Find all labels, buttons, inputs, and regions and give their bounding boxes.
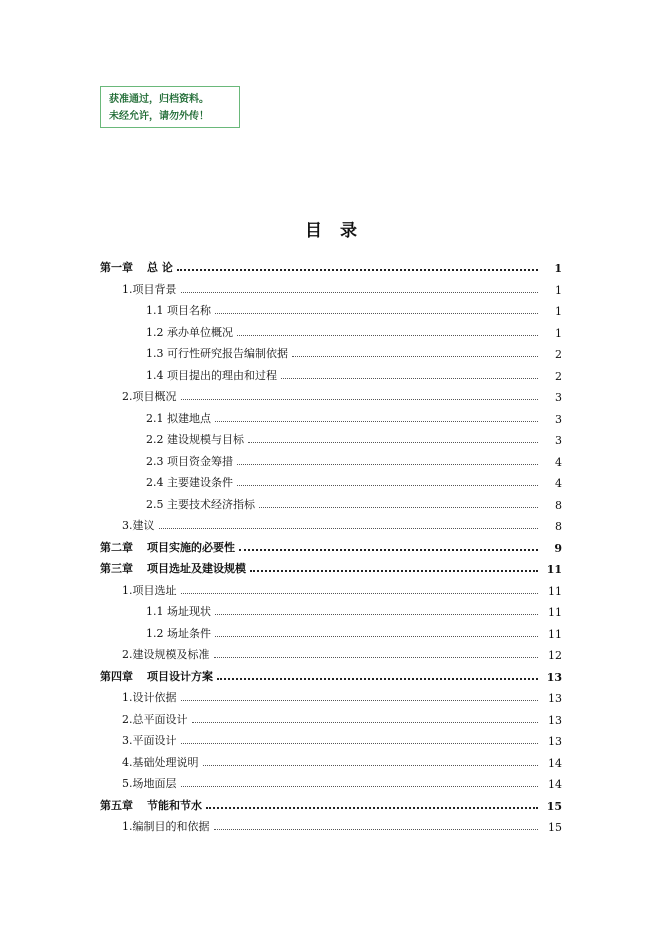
toc-entry-label	[146, 324, 233, 340]
toc-entry-title: 1.编制目的和依据	[122, 820, 210, 833]
toc-entry-title: 2.2 建设规模与目标	[146, 433, 244, 446]
toc-entry[interactable]	[100, 814, 562, 834]
dot-leader	[181, 291, 539, 293]
dot-leader	[203, 764, 539, 766]
toc-entry[interactable]	[100, 664, 562, 684]
toc-entry-subtitle: 项目设计方案	[147, 669, 213, 683]
toc-page-number: 1	[555, 326, 562, 340]
toc-entry-label	[122, 582, 177, 598]
toc-entry-title: 1.3 可行性研究报告编制依据	[146, 347, 288, 360]
toc-entry-title: 2.3 项目资金筹措	[146, 454, 233, 468]
toc-entry-label	[146, 474, 233, 490]
dot-leader	[237, 463, 538, 465]
toc-entry[interactable]	[100, 449, 562, 469]
toc-page-number: 13	[548, 735, 562, 748]
toc-page-number: 4	[555, 455, 562, 469]
toc-page-number: 2	[555, 348, 562, 361]
toc-entry-subtitle: 项目实施的必要性	[147, 540, 235, 554]
toc-entry-label	[146, 345, 288, 361]
toc-entry-title: 3.平面设计	[122, 734, 177, 747]
toc-entry-label	[122, 281, 177, 297]
toc-entry[interactable]	[100, 427, 562, 447]
page-title: 目录	[305, 221, 375, 241]
toc-entry-label	[122, 689, 177, 705]
toc-entry[interactable]	[100, 707, 562, 727]
toc-entry-title: 1.1 项目名称	[146, 304, 211, 317]
toc-entry-label	[100, 668, 213, 684]
toc-entry-title: 5.场地面层	[122, 777, 177, 790]
toc-entry[interactable]	[100, 277, 562, 297]
toc-entry-label	[146, 410, 211, 426]
toc-page-number: 8	[555, 498, 562, 512]
toc-page-number: 3	[555, 391, 562, 404]
toc-page-number: 1	[554, 262, 562, 275]
dot-leader	[181, 785, 539, 787]
toc-entry-title: 1.设计依据	[122, 691, 177, 704]
toc-page-number: 2	[555, 369, 562, 383]
toc-entry-subtitle: 总 论	[147, 261, 173, 274]
toc-entry-label	[146, 431, 244, 447]
dot-leader	[281, 377, 538, 379]
approval-stamp	[100, 86, 240, 128]
toc-entry-label	[122, 818, 210, 834]
toc-entry[interactable]	[100, 771, 562, 791]
toc-entry-label	[122, 517, 155, 533]
toc-page-number: 1	[555, 305, 562, 318]
dot-leader	[159, 527, 539, 529]
toc-entry-label	[122, 388, 177, 404]
toc-page-number: 11	[548, 606, 562, 619]
toc-entry[interactable]	[100, 406, 562, 426]
toc-entry-subtitle: 项目选址及建设规模	[147, 562, 246, 575]
dot-leader	[181, 398, 539, 400]
toc-entry[interactable]	[100, 470, 562, 490]
toc-entry-label	[146, 496, 255, 512]
toc-entry[interactable]	[100, 793, 562, 813]
toc-page-number: 4	[555, 477, 562, 490]
dot-leader	[215, 635, 538, 637]
toc-page-number: 11	[548, 627, 562, 641]
toc-entry[interactable]	[100, 341, 562, 361]
toc-entry[interactable]	[100, 298, 562, 318]
stamp-line-2: 未经允许，请勿外传！	[109, 111, 209, 122]
toc-entry-title: 第一章	[100, 261, 133, 274]
dot-leader	[181, 699, 539, 701]
toc-entry[interactable]	[100, 255, 562, 275]
toc-entry[interactable]	[100, 556, 562, 576]
toc-page-number: 11	[546, 563, 562, 576]
dot-leader	[214, 656, 539, 658]
toc-entry-label	[122, 711, 188, 727]
toc-entry[interactable]	[100, 492, 562, 512]
toc-entry-label	[122, 732, 177, 748]
toc-entry[interactable]	[100, 750, 562, 770]
toc-entry-title: 第五章	[100, 798, 133, 812]
toc-entry-label	[100, 560, 246, 576]
toc-entry-title: 2.总平面设计	[122, 712, 188, 726]
dot-leader	[248, 441, 538, 443]
toc-entry-label	[146, 367, 277, 383]
toc-entry[interactable]	[100, 599, 562, 619]
toc-page-number: 8	[555, 520, 562, 533]
toc-entry-label	[146, 453, 233, 469]
toc-entry-title: 2.5 主要技术经济指标	[146, 497, 255, 511]
dot-leader	[214, 828, 539, 830]
toc-entry[interactable]	[100, 384, 562, 404]
toc-entry[interactable]	[100, 535, 562, 555]
toc-entry-title: 1.2 承办单位概况	[146, 325, 233, 339]
toc-page-number: 15	[548, 821, 562, 834]
toc-page-number: 14	[548, 778, 562, 791]
dot-leader	[237, 484, 538, 486]
toc-entry-title: 3.建议	[122, 519, 155, 532]
dot-leader	[217, 677, 538, 680]
toc-entry-title: 2.4 主要建设条件	[146, 476, 233, 489]
dot-leader	[237, 334, 538, 336]
toc-entry-title: 1.2 场址条件	[146, 626, 211, 640]
toc-page-number: 3	[555, 412, 562, 426]
dot-leader	[177, 268, 538, 271]
toc-entry-label	[122, 775, 177, 791]
toc-page-number: 13	[548, 692, 562, 705]
toc-entry[interactable]	[100, 578, 562, 598]
toc-page-number: 13	[548, 713, 562, 727]
toc-entry-title: 2.1 拟建地点	[146, 411, 211, 425]
toc-page-number: 3	[555, 434, 562, 447]
toc-entry-title: 4.基础处理说明	[122, 755, 199, 769]
toc-entry[interactable]	[100, 728, 562, 748]
toc-entry[interactable]	[100, 363, 562, 383]
toc-page-number: 1	[555, 283, 562, 297]
toc-entry-title: 2.建设规模及标准	[122, 648, 210, 661]
toc-entry-label	[100, 539, 235, 555]
dot-leader	[215, 312, 538, 314]
toc-entry-label	[100, 797, 202, 813]
toc-entry-subtitle: 节能和节水	[147, 798, 202, 812]
toc-page-number: 11	[548, 584, 562, 598]
dot-leader	[292, 355, 538, 357]
toc-page-number: 12	[548, 649, 562, 662]
toc-entry[interactable]	[100, 320, 562, 340]
toc-entry-title: 第三章	[100, 562, 133, 575]
toc-entry-label	[100, 259, 173, 275]
toc-entry-label	[146, 625, 211, 641]
dot-leader	[259, 506, 538, 508]
toc-entry-label	[122, 646, 210, 662]
toc-entry-label	[146, 302, 211, 318]
toc-entry[interactable]	[100, 513, 562, 533]
dot-leader	[215, 613, 538, 615]
toc-page-number: 15	[546, 799, 562, 813]
toc-entry[interactable]	[100, 685, 562, 705]
toc-page-number: 14	[548, 756, 562, 770]
stamp-line-1: 获准通过，归档资料。	[109, 94, 209, 105]
toc-page-number: 13	[546, 670, 562, 684]
toc-entry-title: 1.项目背景	[122, 282, 177, 296]
dot-leader	[192, 721, 539, 723]
toc-entry[interactable]	[100, 621, 562, 641]
toc-entry-title: 2.项目概况	[122, 390, 177, 403]
toc-entry[interactable]	[100, 642, 562, 662]
toc-entry-label	[146, 603, 211, 619]
toc-entry-title: 第四章	[100, 669, 133, 683]
toc-page-number: 9	[554, 541, 562, 555]
toc-entry-label	[122, 754, 199, 770]
dot-leader	[215, 420, 538, 422]
dot-leader	[250, 569, 538, 572]
dot-leader	[181, 742, 539, 744]
toc-entry-title: 1.4 项目提出的理由和过程	[146, 368, 277, 382]
dot-leader	[239, 548, 538, 551]
toc-entry-title: 1.1 场址现状	[146, 605, 211, 618]
toc-entry-title: 1.项目选址	[122, 583, 177, 597]
dot-leader	[181, 592, 539, 594]
toc-entry-title: 第二章	[100, 540, 133, 554]
dot-leader	[206, 806, 538, 809]
